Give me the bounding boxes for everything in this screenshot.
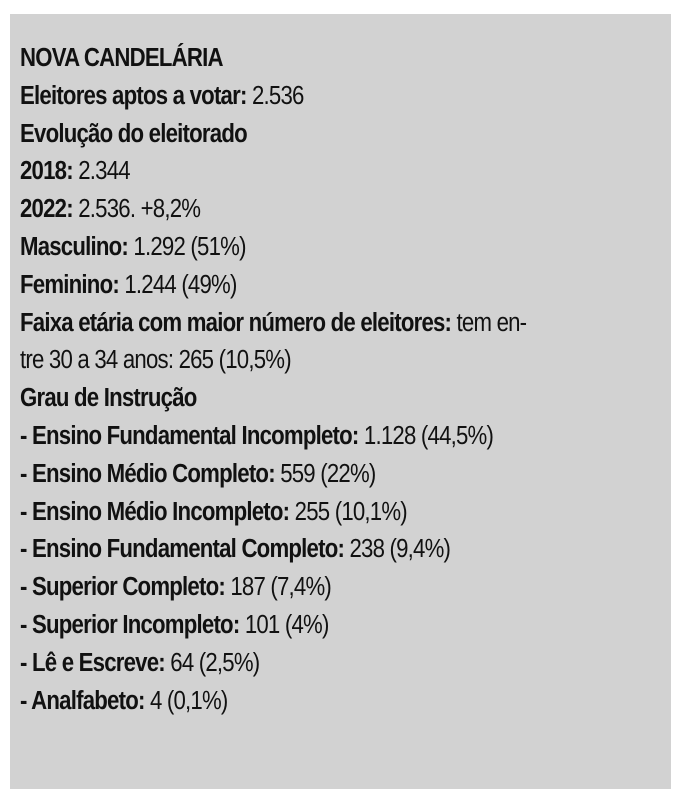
faixa-value-part1: tem en-	[456, 308, 527, 337]
feminino-line	[20, 267, 578, 305]
masculino-label: Masculino:	[20, 232, 129, 261]
year-2018-line	[20, 153, 578, 191]
eleitores-label: Eleitores aptos a votar:	[20, 81, 247, 110]
grau-item	[20, 645, 578, 683]
grau-item-label: - Superior Incompleto:	[20, 610, 240, 639]
grau-item-value: 1.128 (44,5%)	[363, 421, 494, 450]
masculino-line	[20, 229, 578, 267]
grau-item	[20, 683, 578, 721]
faixa-line	[20, 305, 578, 343]
grau-item-label: - Ensino Fundamental Completo:	[20, 535, 345, 564]
grau-item	[20, 494, 578, 532]
evolucao-heading: Evolução do eleitorado	[20, 119, 247, 148]
grau-item-value: 559 (22%)	[280, 459, 376, 488]
grau-item	[20, 607, 578, 645]
grau-item-value: 4 (0,1%)	[149, 686, 228, 715]
grau-item-label: - Ensino Médio Incompleto:	[20, 497, 290, 526]
eleitores-value: 2.536	[251, 81, 304, 110]
eleitores-line	[20, 78, 578, 116]
grau-item	[20, 418, 578, 456]
faixa-label: Faixa etária com maior número de eleitores:	[20, 308, 452, 337]
grau-item-label: - Lê e Escreve:	[20, 648, 165, 677]
grau-item-value: 101 (4%)	[244, 610, 329, 639]
grau-item	[20, 456, 578, 494]
grau-heading: Grau de Instrução	[20, 384, 197, 413]
year-2022-label: 2022:	[20, 195, 73, 224]
grau-item-label: - Ensino Fundamental Incompleto:	[20, 421, 359, 450]
year-2022-value: 2.536. +8,2%	[78, 195, 201, 224]
grau-item	[20, 569, 578, 607]
grau-item-value: 187 (7,4%)	[230, 573, 332, 602]
grau-item-value: 238 (9,4%)	[349, 535, 451, 564]
grau-item-label: - Analfabeto:	[20, 686, 145, 715]
grau-item-label: - Ensino Médio Completo:	[20, 459, 275, 488]
feminino-label: Feminino:	[20, 270, 119, 299]
grau-item	[20, 531, 578, 569]
year-2018-value: 2.344	[78, 157, 130, 186]
feminino-value: 1.244 (49%)	[124, 270, 237, 299]
grau-item-value: 64 (2,5%)	[170, 648, 260, 677]
year-2018-label: 2018:	[20, 157, 73, 186]
masculino-value: 1.292 (51%)	[133, 232, 246, 261]
info-box	[10, 14, 671, 789]
title: NOVA CANDELÁRIA	[20, 44, 223, 72]
faixa-line-cont	[20, 342, 578, 380]
faixa-value-part2: tre 30 a 34 anos: 265 (10,5%)	[20, 346, 291, 375]
grau-item-label: - Superior Completo:	[20, 573, 225, 602]
year-2022-line	[20, 191, 578, 229]
grau-item-value: 255 (10,1%)	[294, 497, 407, 526]
